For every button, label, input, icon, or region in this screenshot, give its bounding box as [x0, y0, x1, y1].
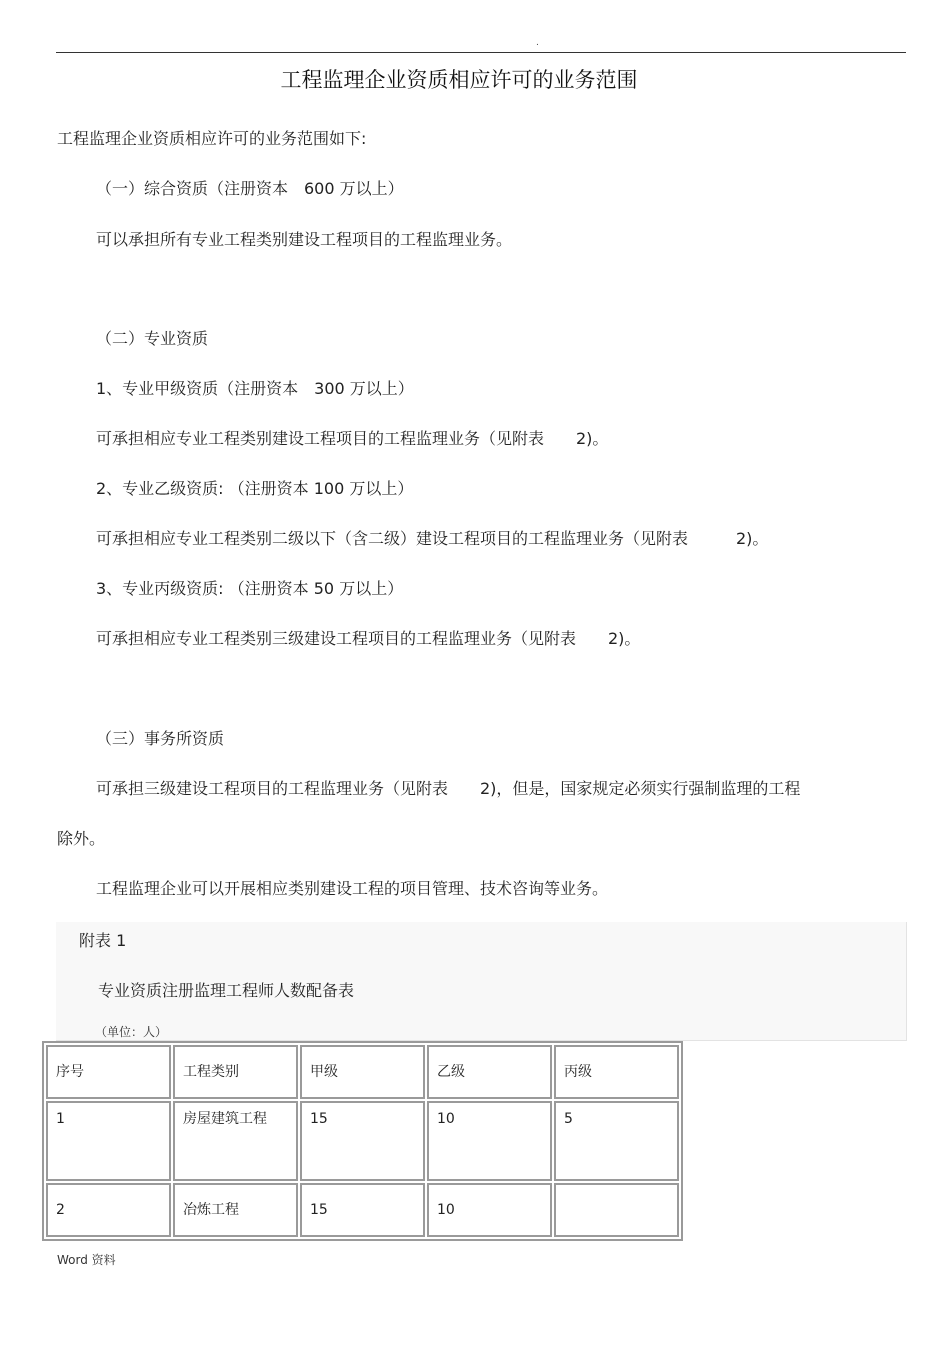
staffing-table	[42, 1041, 683, 1241]
header-rule	[56, 52, 906, 53]
table-cell: 15	[300, 1101, 425, 1181]
section-2-3-heading: 3、专业丙级资质: （注册资本 50 万以上）	[96, 579, 404, 598]
table-cell: 2	[46, 1183, 171, 1237]
header-mark: .	[536, 38, 539, 48]
table-cell: 1	[46, 1101, 171, 1181]
section-2-heading: （二）专业资质	[96, 329, 209, 348]
table-cell: 房屋建筑工程	[173, 1101, 298, 1181]
table-cell: 10	[427, 1183, 552, 1237]
appendix-unit: （单位：人）	[95, 1025, 168, 1039]
section-2-1-heading: 1、专业甲级资质（注册资本 300 万以上）	[96, 379, 414, 398]
table-cell: 5	[554, 1101, 679, 1181]
document-title: 工程监理企业资质相应许可的业务范围	[280, 68, 638, 92]
header-cell-category: 工程类别	[173, 1045, 298, 1099]
section-3-heading: （三）事务所资质	[96, 729, 225, 748]
appendix-label: 附表 1	[79, 931, 127, 950]
table-row	[46, 1183, 679, 1237]
table-cell	[554, 1183, 679, 1237]
section-2-2-heading: 2、专业乙级资质: （注册资本 100 万以上）	[96, 479, 414, 498]
appendix-table-title: 专业资质注册监理工程师人数配备表	[98, 981, 355, 1000]
header-cell-grade-b: 乙级	[427, 1045, 552, 1099]
table-cell: 15	[300, 1183, 425, 1237]
section-2-2-text: 可承担相应专业工程类别二级以下（含二级）建设工程项目的工程监理业务（见附表 2)。	[96, 529, 769, 548]
header-cell-index: 序号	[46, 1045, 171, 1099]
header-cell-grade-a: 甲级	[300, 1045, 425, 1099]
section-3-text-continued: 除外。	[57, 829, 106, 848]
section-3-text: 可承担三级建设工程项目的工程监理业务（见附表 2)，但是，国家规定必须实行强制监理的工程	[96, 779, 801, 798]
table-cell: 冶炼工程	[173, 1183, 298, 1237]
section-2-1-text: 可承担相应专业工程类别建设工程项目的工程监理业务（见附表 2)。	[96, 429, 609, 448]
section-1-text: 可以承担所有专业工程类别建设工程项目的工程监理业务。	[96, 230, 513, 249]
table-row	[46, 1101, 679, 1181]
page-footer: Word 资料	[57, 1253, 116, 1267]
section-1-heading: （一）综合资质（注册资本 600 万以上）	[96, 179, 404, 198]
section-2-3-text: 可承担相应专业工程类别三级建设工程项目的工程监理业务（见附表 2)。	[96, 629, 641, 648]
header-cell-grade-c: 丙级	[554, 1045, 679, 1099]
table-header-row	[46, 1045, 679, 1099]
intro-paragraph: 工程监理企业资质相应许可的业务范围如下:	[57, 129, 367, 148]
table-cell: 10	[427, 1101, 552, 1181]
closing-paragraph: 工程监理企业可以开展相应类别建设工程的项目管理、技术咨询等业务。	[96, 879, 609, 898]
